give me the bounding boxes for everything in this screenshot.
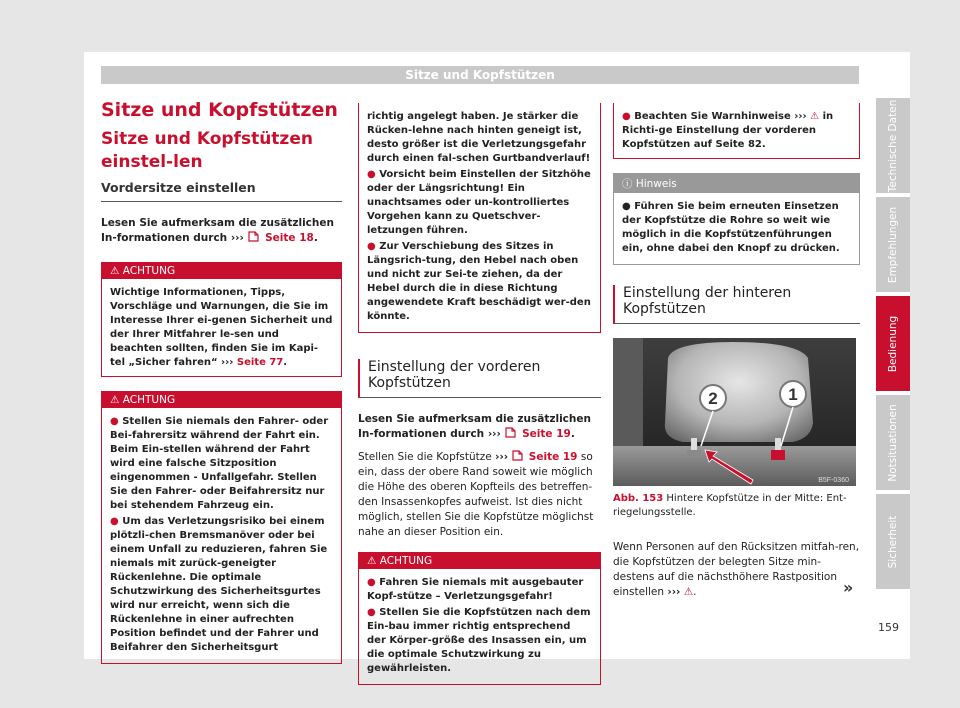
list-item: ● Fahren Sie niemals mit ausgebauter Kopf-stütze – Verletzungsgefahr! — [367, 577, 584, 602]
section-title: Sitze und Kopfstützen einstel-len — [101, 129, 313, 172]
warning-box — [101, 391, 342, 664]
page-link[interactable]: Seite 19 — [528, 451, 578, 463]
warning-body: Wichtige Informationen, Tipps, Vorschläge und Warnungen, die Sie im Interesse Ihrer ei-genen Sicherheit und der Ihrer Mitfahrer le-sen und beachten sollten, finden Sie im Kapi-tel „Sicher fahren“ ››› Seite 77. — [110, 287, 333, 368]
headrest-figure — [613, 338, 856, 486]
page-link[interactable]: Seite 77 — [236, 357, 284, 368]
tab-technische-daten[interactable]: Technische Daten — [876, 98, 910, 193]
figure-caption: Abb. 153 Hintere Kopfstütze in der Mitte: Ent-riegelungsstelle. — [613, 493, 847, 518]
info-icon: ⓘ — [622, 178, 633, 190]
chapter-tabs — [876, 98, 910, 593]
chapter-title: Sitze und Kopfstützen — [101, 99, 338, 121]
column-2 — [358, 103, 601, 699]
warning-icon: ⚠ — [683, 586, 694, 598]
hint-header: ⓘ Hinweis — [614, 174, 859, 193]
section-heading: Einstellung der hinteren Kopfstützen — [613, 285, 860, 324]
book-icon — [247, 231, 261, 242]
warning-body — [102, 408, 341, 663]
hint-box — [613, 173, 860, 265]
continue-mark: » — [843, 578, 854, 597]
tab-notsituationen[interactable]: Notsituationen — [876, 395, 910, 490]
subsection-title: Vordersitze einstellen — [101, 180, 342, 202]
page-header: Sitze und Kopfstützen — [101, 66, 859, 84]
warning-icon: ⚠ — [810, 111, 820, 122]
warning-box-continued — [358, 103, 601, 333]
page-link[interactable]: Seite 19 — [522, 428, 571, 440]
warning-box — [358, 552, 601, 685]
list-item: ● Stellen Sie niemals den Fahrer- oder Bei-fahrersitz während der Fahrt ein. Beim Ein-stellen während der Fahrt wird eine falsche Sitzposition eingenommen - Unfallgefahr. Stellen Sie den Fahrer- oder Beifahrersitz nur bei stehendem Fahrzeug ein. — [110, 416, 329, 511]
warning-body: richtig angelegt haben. Je stärker die Rücken-lehne nach hinten geneigt ist, desto größer ist die Verletzungsgefahr durch einen fal-schen Gurtbandverlauf! ● Vorsicht beim Einstellen der Sitzhöhe oder der Längsrichtung! Ein unachtsames oder un-kontrolliertes Vorgehen kann zu Quetschver-letzungen führen. ● Zur Verschiebung des Sitzes in Längsrich-tung, den Hebel nach oben und nicht zur Sei-te ziehen, da der Hebel durch die in diese Richtung angewendete Kraft beschädigt wer-den könnte. — [367, 111, 591, 322]
book-icon — [511, 450, 525, 461]
warning-header: ⚠ ACHTUNG — [359, 553, 600, 569]
warning-body — [359, 569, 600, 684]
section-heading: Einstellung der vorderen Kopfstützen — [358, 359, 601, 398]
list-item: ● Stellen Sie die Kopfstützen nach dem Ein-bau immer richtig entsprechend der Körper-größe des Insassen ein, um die optimale Schutzwirkung zu gewährleisten. — [367, 607, 591, 674]
warning-icon: ⚠ — [110, 394, 120, 406]
marker-2: 2 — [708, 389, 718, 408]
marker-1: 1 — [788, 385, 798, 404]
list-item: ● Führen Sie beim erneuten Einsetzen der Kopfstütze die Rohre so weit wie möglich in die Kopfstützenführungen ein, ohne dabei den Knopf zu drücken. — [622, 201, 840, 254]
warning-body: ● Beachten Sie Warnhinweise ››› ⚠ in Richti-ge Einstellung der vorderen Kopfstützen auf Seite 82. — [622, 111, 834, 150]
warning-icon: ⚠ — [110, 265, 120, 277]
body-paragraph: Wenn Personen auf den Rücksitzen mitfah-ren, die Kopfstützen der belegten Sitze min-destens auf die nächsthöhere Rastposition einstellen ››› ⚠. — [613, 541, 860, 598]
intro-paragraph: Lesen Sie aufmerksam die zusätzlichen In-formationen durch ››› Seite 18. — [101, 217, 334, 244]
ref-arrows: ››› — [230, 232, 244, 244]
tab-bedienung[interactable]: Bedienung — [876, 296, 910, 391]
figure-code: B5F-0360 — [818, 477, 849, 484]
warning-header: ⚠ ACHTUNG — [102, 263, 341, 279]
warning-box — [101, 262, 342, 377]
column-1 — [101, 98, 342, 678]
list-item: ● Zur Verschiebung des Sitzes in Längsrich-tung, den Hebel nach oben und nicht zur Sei-te ziehen, da der Hebel durch die in diese Richtung angewendete Kraft beschädigt wer-den könnte. — [367, 241, 591, 322]
warning-header: ⚠ ACHTUNG — [102, 392, 341, 408]
list-item: ● Um das Verletzungsrisiko bei einem plötzli-chen Bremsmanöver oder bei einem Unfall zu reduzieren, fahren Sie niemals mit zurück-geneigter Rückenlehne. Die optimale Schutzwirkung des Sicherheitsgurtes wird nur erreicht, wenn sich die Rückenlehne in einer aufrechten Position befindet und der Fahrer und Beifahrer den Sicherheitsgurt — [110, 516, 328, 653]
intro-paragraph: Lesen Sie aufmerksam die zusätzlichen In-formationen durch ››› Seite 19. — [358, 413, 591, 440]
page-link[interactable]: Seite 18 — [265, 232, 314, 244]
hint-body — [614, 193, 859, 264]
tab-sicherheit[interactable]: Sicherheit — [876, 494, 910, 589]
column-3 — [613, 103, 860, 608]
page-number: 159 — [878, 621, 899, 634]
book-icon — [504, 427, 518, 438]
headrest-illustration — [613, 338, 856, 486]
tab-empfehlungen[interactable]: Empfehlungen — [876, 197, 910, 292]
warning-box-continued — [613, 103, 860, 159]
body-paragraph: Stellen Sie die Kopfstütze ››› Seite 19 so ein, dass der obere Rand soweit wie möglich die Höhe des oberen Kopfteils des betreffen-den Insassenkopfes aufweist. Ist dies nicht möglich, stellen Sie die Kopfstütze möglichst nahe an dieser Position ein. — [358, 451, 594, 538]
list-item: ● Vorsicht beim Einstellen der Sitzhöhe oder der Längsrichtung! Ein unachtsames oder un-kontrolliertes Vorgehen kann zu Quetschver-letzungen führen. — [367, 169, 591, 236]
warning-icon: ⚠ — [367, 555, 377, 567]
